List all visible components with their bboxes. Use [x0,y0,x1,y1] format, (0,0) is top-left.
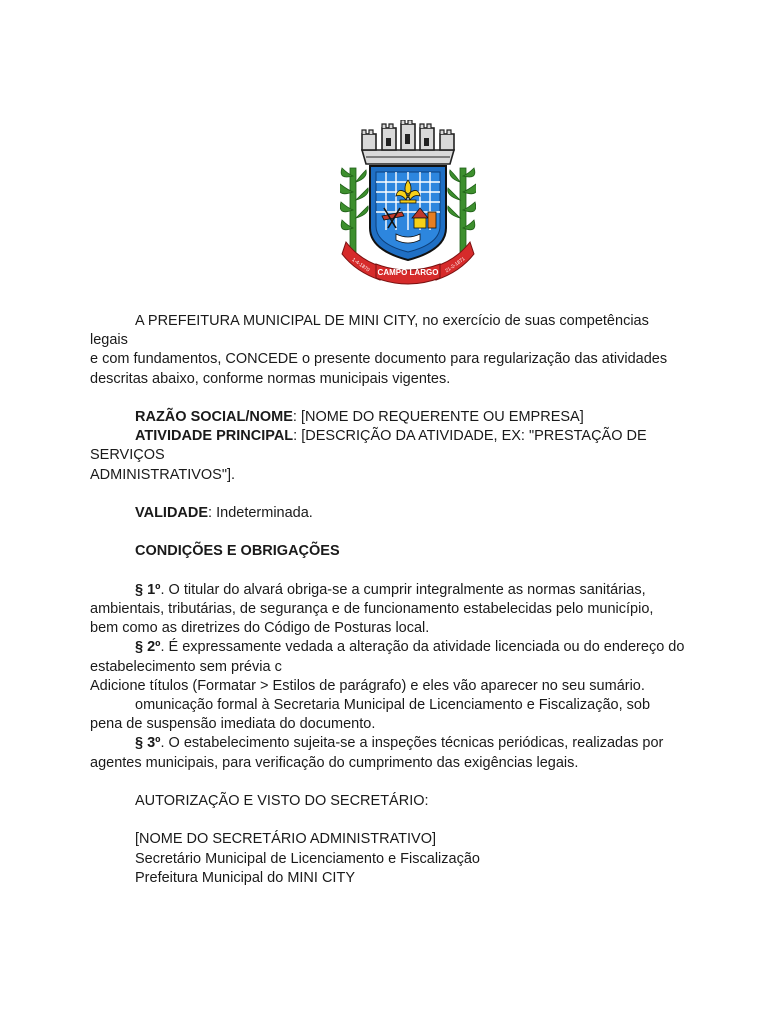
paragraph-1-label: § 1º [135,581,161,598]
paragraph-1-line-1 [90,581,690,600]
secretary-organization: Prefeitura Municipal do MINI CITY [135,869,355,886]
paragraph-3-text: . O estabelecimento sujeita-se a inspeções técnicas periódicas, realizadas por [160,735,664,752]
sugarcane-right [448,168,476,254]
shield [370,166,446,260]
paragraph-1-text: . O titular do alvará obriga-se a cumprir integralmente as normas sanitárias, [160,581,646,598]
paragraph-2-text: . É expressamente vedada a alteração da atividade licenciada ou do endereço do [160,639,685,656]
date-left-text: 1-4-1870 [350,256,371,274]
paragraph-3-line-1 [90,734,690,753]
validade-label: VALIDADE [135,505,209,521]
secretary-name: [NOME DO SECRETÁRIO ADMINISTRATIVO] [135,831,437,848]
mural-crown [362,120,454,164]
conditions-heading [90,542,690,561]
conditions-heading-text: CONDIÇÕES E OBRIGAÇÕES [135,543,340,560]
atividade-line [90,427,690,465]
atividade-line-2: ADMINISTRATIVOS"]. [90,466,236,483]
paragraph-2-label: § 2º [135,639,161,656]
razao-social-line [90,408,690,427]
paragraph-2-line-4: pena de suspensão imediata do documento. [90,716,376,733]
motto-text: CAMPO LARGO [377,268,439,277]
paragraph-1-line-3: bem como as diretrizes do Código de Posturas local. [90,620,430,637]
atividade-value: : [DESCRIÇÃO DA ATIVIDADE, EX: "PRESTAÇÃO DE SERVIÇOS [90,428,647,464]
stray-hint-line: Adicione títulos (Formatar > Estilos de parágrafo) e eles vão aparecer no seu sumário. [90,677,645,694]
document-body [90,312,690,888]
paragraph-3-label: § 3º [135,735,161,752]
paragraph-1-line-2: ambientais, tributárias, de segurança e de funcionamento estabelecidas pelo município, [90,600,654,617]
sugarcane-left [340,168,368,254]
paragraph-2-line-2: estabelecimento sem prévia c [90,658,282,675]
validade-value: : Indeterminada. [208,505,313,521]
razao-social-label: RAZÃO SOCIAL/NOME [135,409,293,425]
razao-social-value: : [NOME DO REQUERENTE OU EMPRESA] [292,409,584,425]
secretary-role: Secretário Municipal de Licenciamento e Fiscalização [135,850,480,867]
paragraph-3-line-2: agentes municipais, para verificação do cumprimento das exigências legais. [90,754,579,771]
intro-line-3: descritas abaixo, conforme normas municipais vigentes. [90,370,451,387]
paragraph-2-line-1 [90,638,690,657]
atividade-label: ATIVIDADE PRINCIPAL [135,428,294,445]
signature-heading: AUTORIZAÇÃO E VISTO DO SECRETÁRIO: [135,793,429,809]
intro-line-1: A PREFEITURA MUNICIPAL DE MINI CITY, no exercício de suas competências legais [90,313,649,349]
date-right-text: 21-2-1871 [444,256,467,275]
paragraph-2-line-3: omunicação formal à Secretaria Municipal de Licenciamento e Fiscalização, sob [135,697,651,713]
intro-line-2: e com fundamentos, CONCEDE o presente documento para regularização das atividades [90,351,668,368]
validade-line [90,504,690,523]
municipal-coat-of-arms [340,120,476,286]
